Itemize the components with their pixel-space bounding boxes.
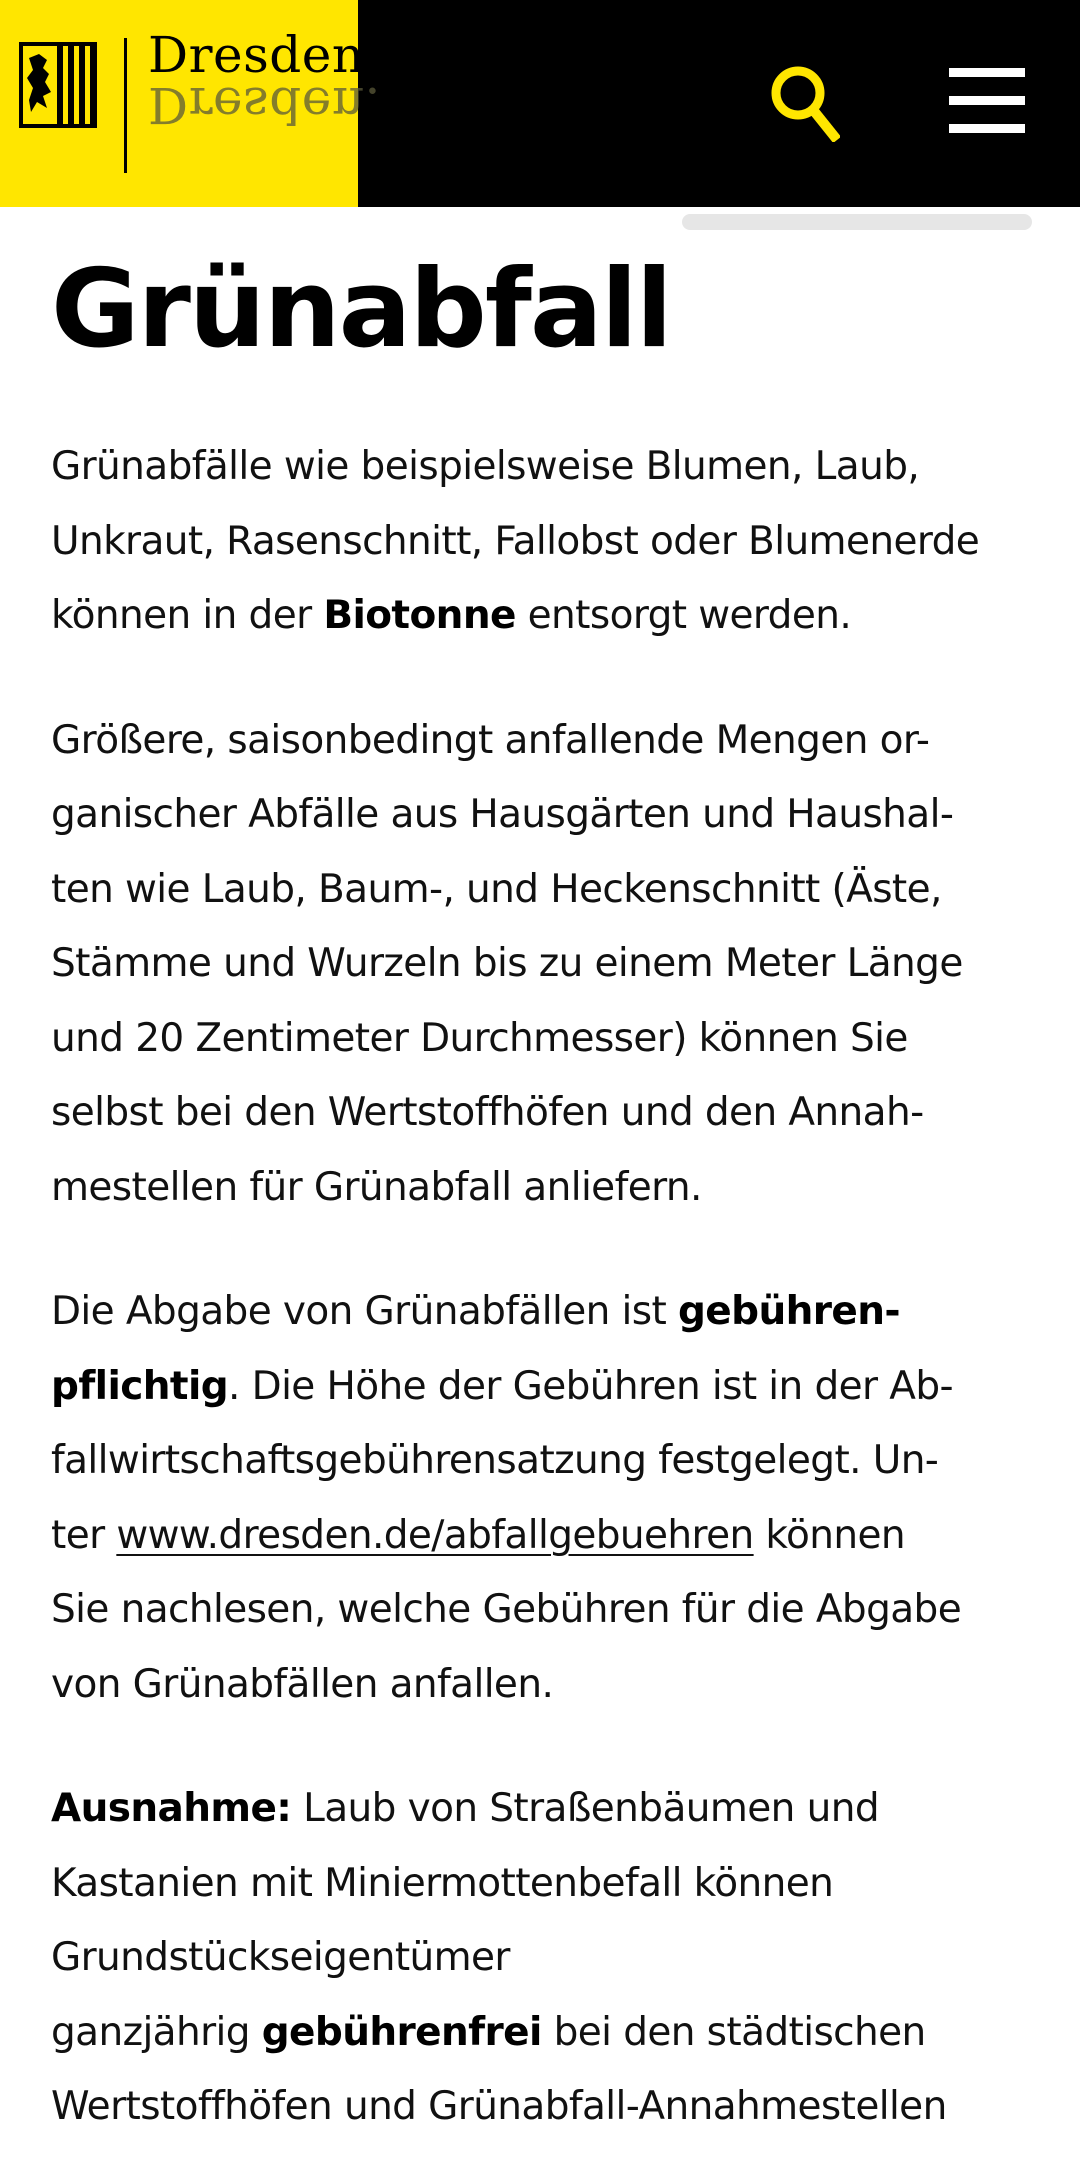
search-button[interactable]: [768, 62, 840, 142]
paragraph-large-quantities: Größere, saisonbedingt anfallende Mengen or- ganischer Abfälle aus Hausgärten und Haushal- ten wie Laub, Baum-, und Heckenschnitt (Äste, Stämme und Wurzeln bis zu einem Meter Länge und 20 Zentimeter Durchmesser) können Sie selbst bei den Wertstoffhöfen und den Annah- mestellen für Grünabfall anliefern.: [51, 717, 963, 1210]
paragraph-text: entsorgt werden.: [515, 593, 852, 638]
hamburger-icon-bar: [949, 68, 1025, 77]
hamburger-icon-bar: [949, 124, 1025, 133]
dresden-logo[interactable]: [0, 0, 381, 207]
hamburger-icon-bar: [949, 96, 1025, 105]
logo-divider: [124, 38, 127, 173]
site-header: [0, 0, 1080, 207]
bold-text: gebühren- pflichtig: [51, 1289, 901, 1409]
paragraph-biotonne: [51, 430, 1036, 654]
logo-wordmark-reflection: Dresden.: [148, 76, 381, 134]
dresden-crest-icon: [19, 42, 97, 128]
paragraph-text: Grünabfälle wie beispielsweise Blumen, Laub, Unkraut, Rasenschnitt, Fallobst oder Blumenerde können in der: [51, 444, 980, 638]
search-icon: [768, 62, 840, 142]
menu-button[interactable]: [944, 64, 1028, 138]
page-title: Grünabfall: [51, 247, 671, 372]
paragraph-fees: Die Abgabe von Grünabfällen ist gebühren- pflichtig. Die Höhe der Gebühren ist in der Ab- fallwirtschaftsgebührensatzung festgelegt. Un- ter www.dresden.de/abfallgebuehren können Sie nachlesen, welche Gebühren für die Abgabe von Grünabfällen anfallen.: [51, 1289, 962, 1707]
logo-wordmark: Dresden.: [148, 26, 381, 84]
bold-text: gebührenfrei: [261, 2009, 542, 2055]
main-content: [51, 240, 1036, 2145]
bold-text: Ausnahme:: [51, 1786, 292, 1831]
fees-link[interactable]: www.dresden.de/abfallgebuehren: [116, 1512, 754, 1558]
paragraph-exception: Ausnahme: Laub von Straßenbäumen und Kastanien mit Miniermottenbefall können Grundstückseigentümer ganzjährig gebührenfrei bei den städtischen Wertstoffhöfen und Grünabfall-Annahmestellen: [51, 1786, 947, 2129]
bold-text: Biotonne: [323, 593, 516, 638]
scroll-indicator: [682, 214, 1032, 230]
